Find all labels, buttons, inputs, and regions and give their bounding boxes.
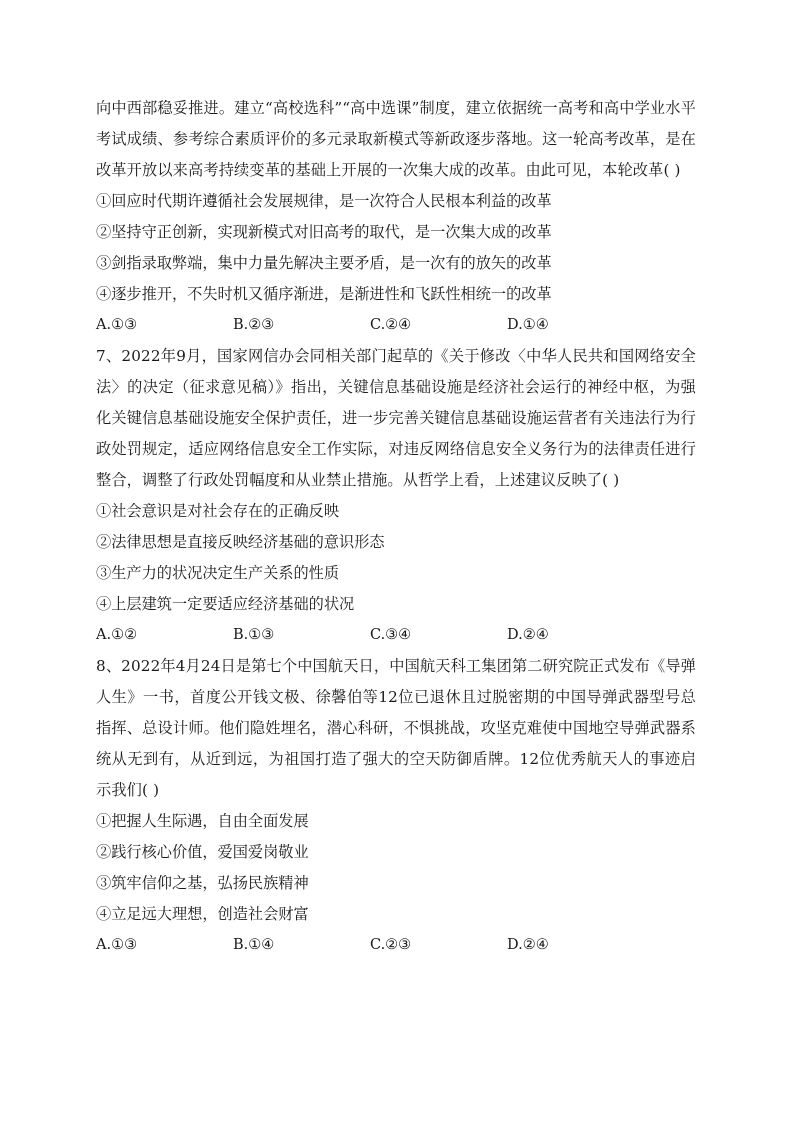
- question-8-choices: [96, 930, 696, 961]
- question-6-option-1: ①回应时代期许遵循社会发展规律，是一次符合人民根本利益的改革: [96, 192, 552, 210]
- question-6-choices: [96, 310, 696, 341]
- question-6-option-3: ③剑指录取弊端，集中力量先解决主要矛盾，是一次有的放矢的改革: [96, 254, 552, 272]
- question-8-stem: 8、2022年4月24日是第七个中国航天日，中国航天科工集团第二研究院正式发布《导弹人生》一书，首度公开钱文极、徐馨伯等12位已退休且过脱密期的中国导弹武器型号总指挥、总设计师。他们隐姓埋名，潜心科研，不惧挑战，攻坚克难使中国地空导弹武器系统从无到有，从近到远，为祖国打造了强大的空天防御盾牌。12位优秀航天人的事迹启示我们( ): [96, 657, 696, 799]
- question-8-choice-d: D.②④: [507, 937, 549, 953]
- question-8-choice-a: A.①③: [96, 937, 138, 953]
- question-8-choice-b: B.①④: [233, 937, 275, 953]
- question-6-choice-a: A.①③: [96, 317, 138, 333]
- question-7-option-4: ④上层建筑一定要适应经济基础的状况: [96, 595, 355, 613]
- question-8-option-2: ②践行核心价值，爱国爱岗敬业: [96, 843, 309, 861]
- question-6-choice-d: D.①④: [507, 317, 549, 333]
- question-6-stem: 向中西部稳妥推进。建立“高校选科”“高中选课”制度，建立依据统一高考和高中学业水平考试成绩、参考综合素质评价的多元录取新模式等新政逐步落地。这一轮高考改革，是在改革开放以来高考持续变革的基础上开展的一次集大成的改革。由此可见，本轮改革( ): [96, 99, 696, 179]
- question-7: [96, 341, 696, 651]
- question-8-option-4: ④立足远大理想，创造社会财富: [96, 905, 309, 923]
- question-6-option-2: ②坚持守正创新，实现新模式对旧高考的取代，是一次集大成的改革: [96, 223, 552, 241]
- question-6-choice-c: C.②④: [370, 317, 412, 333]
- question-7-choices: [96, 620, 696, 651]
- question-7-option-3: ③生产力的状况决定生产关系的性质: [96, 564, 339, 582]
- question-7-choice-d: D.②④: [507, 627, 549, 643]
- question-6-choice-b: B.②③: [233, 317, 275, 333]
- question-8: [96, 651, 696, 961]
- question-8-choice-c: C.②③: [370, 937, 412, 953]
- question-8-option-1: ①把握人生际遇，自由全面发展: [96, 812, 309, 830]
- question-8-option-3: ③筑牢信仰之基，弘扬民族精神: [96, 874, 309, 892]
- question-6: [96, 93, 696, 341]
- question-7-option-1: ①社会意识是对社会存在的正确反映: [96, 502, 339, 520]
- page-content: [96, 93, 696, 961]
- question-7-stem: 7、2022年9月，国家网信办会同相关部门起草的《关于修改〈中华人民共和国网络安全法〉的决定（征求意见稿）》指出，关键信息基础设施是经济社会运行的神经中枢，为强化关键信息基础设施安全保护责任，进一步完善关键信息基础设施运营者有关违法行为行政处罚规定，适应网络信息安全工作实际，对违反网络信息安全义务行为的法律责任进行整合，调整了行政处罚幅度和从业禁止措施。从哲学上看，上述建议反映了( ): [96, 347, 696, 489]
- question-6-option-4: ④逐步推开，不失时机又循序渐进，是渐进性和飞跃性相统一的改革: [96, 285, 552, 303]
- question-7-choice-c: C.③④: [370, 627, 412, 643]
- question-7-choice-b: B.①③: [233, 627, 275, 643]
- question-7-choice-a: A.①②: [96, 627, 138, 643]
- question-7-option-2: ②法律思想是直接反映经济基础的意识形态: [96, 533, 385, 551]
